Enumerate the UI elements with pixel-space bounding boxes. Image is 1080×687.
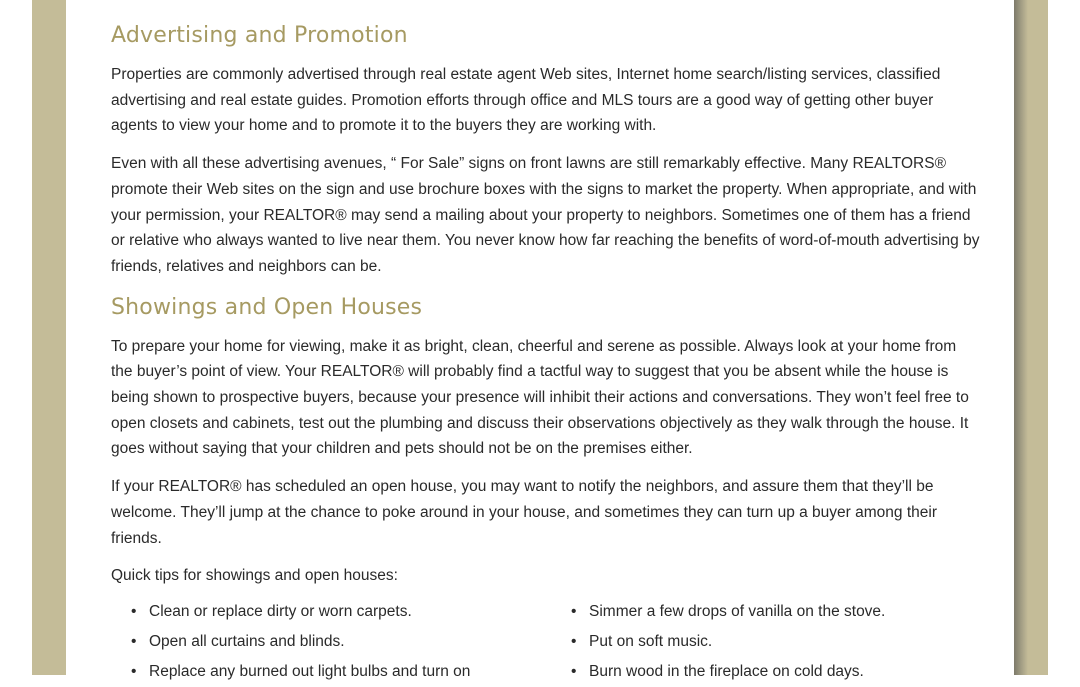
paragraph: To prepare your home for viewing, make it as bright, clean, cheerful and serene as possible. Always look at your home from the buyer’s point of view. Your REALTOR® will probably find a tactful way to suggest that you be absent while the house is being shown to prospective buyers, because your presence will inhibit their actions and conversations. They won’t feel free to open closets and cabinets, test out the plumbing and discuss their observations objectively as they walk through the house. It goes without saying that your children and pets should not be on the premises either. xyxy=(111,337,969,458)
section-showings xyxy=(111,292,981,687)
tips-intro: Quick tips for showings and open houses: xyxy=(111,567,398,585)
list-item: • Put on soft music. xyxy=(571,627,971,657)
list-item: • Clean or replace dirty or worn carpets. xyxy=(131,597,571,627)
paragraph: If your REALTOR® has scheduled an open house, you may want to notify the neighbors, and assure them that they’ll be welcome. They’ll jump at the chance to poke around in your house, and sometimes they can turn up a buyer among their friends. xyxy=(111,478,937,547)
document-content xyxy=(111,20,981,687)
tips-list xyxy=(111,597,981,687)
section-advertising xyxy=(111,20,981,280)
tips-column-left xyxy=(111,597,571,687)
list-item: • Replace any burned out light bulbs and turn on xyxy=(131,657,571,687)
page-shadow xyxy=(1014,0,1028,675)
section-heading: Showings and Open Houses xyxy=(111,294,423,320)
list-item: • Simmer a few drops of vanilla on the stove. xyxy=(571,597,971,627)
list-item: • Open all curtains and blinds. xyxy=(131,627,571,657)
paragraph: Properties are commonly advertised through real estate agent Web sites, Internet home search/listing services, classified advertising and real estate guides. Promotion efforts through office and MLS tours are a good way of getting other buyer agents to view your home and to promote it to the buyers they are working with. xyxy=(111,66,941,135)
tips-column-right xyxy=(571,597,971,687)
section-heading: Advertising and Promotion xyxy=(111,23,408,48)
paragraph: Even with all these advertising avenues, “ For Sale” signs on front lawns are still remarkably effective. Many REALTORS® promote their Web sites on the sign and use brochure boxes with the signs to market the property. When appropriate, and with your permission, your REALTOR® may send a mailing about your property to neighbors. Sometimes one of them has a friend or relative who always wanted to live near them. You never know how far reaching the benefits of word-of-mouth advertising by friends, relatives and neighbors can be. xyxy=(111,155,980,275)
list-item: • Burn wood in the fireplace on cold days. xyxy=(571,657,971,687)
document-page xyxy=(66,0,1014,680)
